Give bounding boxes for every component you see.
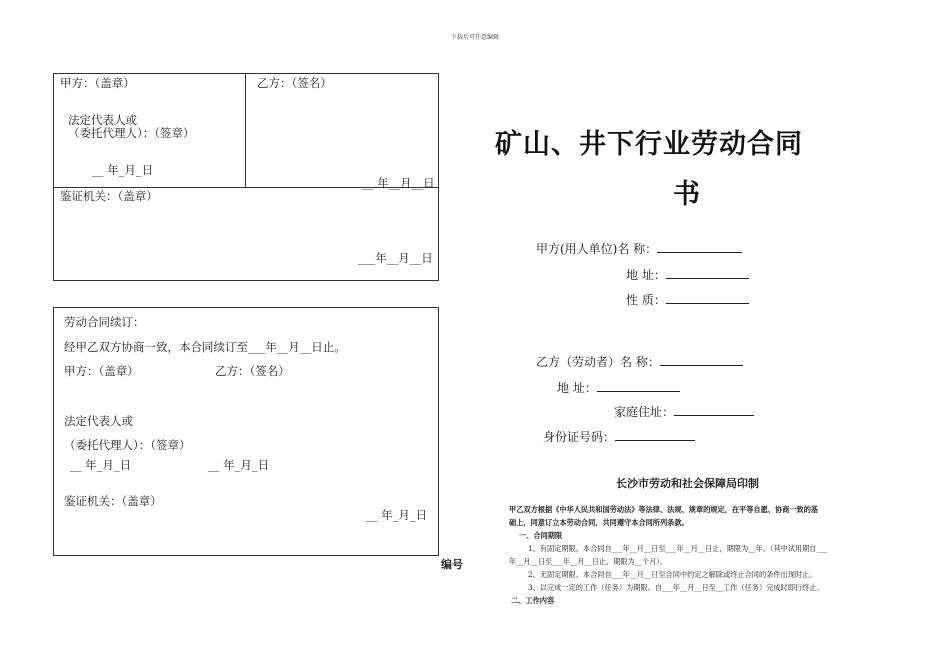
id-number-blank[interactable]: [615, 429, 695, 441]
renewal-party-b-label: 乙方：（签名）: [215, 364, 290, 378]
home-address-field: [614, 403, 754, 420]
party-b-sign-label: 乙方：（签名）: [257, 76, 332, 90]
renewal-agent-sign-label: （委托代理人）：（签章）: [64, 438, 191, 452]
id-number-label: 身份证号码：: [543, 430, 616, 444]
employer-nature-blank[interactable]: [666, 292, 749, 304]
party-a-seal-label: 甲方：（盖章）: [60, 76, 135, 90]
header-note: 下载后可任意编辑: [450, 34, 499, 41]
renewal-party-a-label: 甲方：（盖章）: [64, 364, 139, 378]
worker-address-field: [557, 379, 680, 396]
employer-name-label: 甲方(用人单位)名 称：: [536, 242, 658, 256]
legal-rep-label: 法定代表人或: [68, 113, 137, 127]
issuing-bureau: 长沙市劳动和社会保障局印制: [616, 477, 759, 490]
section-1-title: 一、合同期限: [519, 531, 563, 540]
home-address-label: 家庭住址：: [614, 405, 675, 419]
party-a-date: __ 年_月_日: [92, 163, 154, 177]
employer-nature-label: 性 质：: [626, 293, 666, 307]
serial-number-label: 编号: [441, 558, 463, 571]
renewal-verification-date: __ 年_月_日: [366, 508, 428, 522]
document-title: 矿山、井下行业劳动合同: [495, 129, 803, 160]
agent-sign-label: （委托代理人）：（签章）: [68, 126, 195, 140]
renewal-party-b-date: __ 年_月_日: [208, 458, 270, 472]
intro-line-1: 甲乙双方根据《中华人民共和国劳动法》等法律、法规、规章的规定，在平等自愿、协商一致的基: [509, 505, 819, 514]
renewal-legal-rep-label: 法定代表人或: [64, 414, 133, 428]
party-b-date: __ 年__月__日: [362, 176, 435, 190]
worker-address-label: 地 址：: [557, 381, 597, 395]
section-1-item-1-continued: 年__月__日至___年__月__日止，期限为__个月）。: [509, 557, 668, 566]
employer-address-field: [626, 266, 749, 283]
section-2-title: 二、工作内容: [511, 596, 555, 605]
id-number-field: [543, 428, 695, 445]
document-title-continued: 书: [673, 179, 701, 210]
renewal-verification-label: 鉴证机关：（盖章）: [64, 494, 162, 508]
worker-address-blank[interactable]: [597, 380, 680, 392]
verification-label: 鉴证机关：（盖章）: [60, 189, 158, 203]
home-address-blank[interactable]: [674, 404, 754, 416]
worker-name-blank[interactable]: [660, 354, 743, 366]
employer-nature-field: [626, 291, 749, 308]
section-1-item-1: 1、有固定期限。本合同自___年__月__日至___年__月__日止，期限为__年。（其中试用期自___: [528, 544, 828, 553]
table-divider-vertical: [245, 74, 246, 187]
employer-name-field: [536, 240, 742, 257]
intro-line-2: 础上，同意订立本劳动合同，共同遵守本合同所列条款。: [509, 518, 689, 527]
section-1-item-3: 3、以完成一定的工作（任务）为期限。自___年__月__日至__工作（任务）完成时即行终止。: [528, 583, 824, 592]
employer-address-label: 地 址：: [626, 268, 666, 282]
worker-name-field: [536, 353, 743, 370]
section-1-item-2: 2、无固定期限。本合同自___年__月__日至合同中约定之解除或终止合同的条件出现时止。: [528, 570, 817, 579]
verification-date: ___年__月__日: [358, 251, 433, 265]
renewal-party-a-date: __ 年_月_日: [70, 458, 132, 472]
renewal-sentence: 经甲乙双方协商一致，本合同续订至___年__月__日止。: [64, 340, 346, 354]
employer-name-blank[interactable]: [657, 241, 742, 253]
renewal-heading: 劳动合同续订：: [64, 315, 145, 329]
worker-name-label: 乙方（劳动者）名 称：: [536, 355, 660, 369]
employer-address-blank[interactable]: [666, 267, 749, 279]
